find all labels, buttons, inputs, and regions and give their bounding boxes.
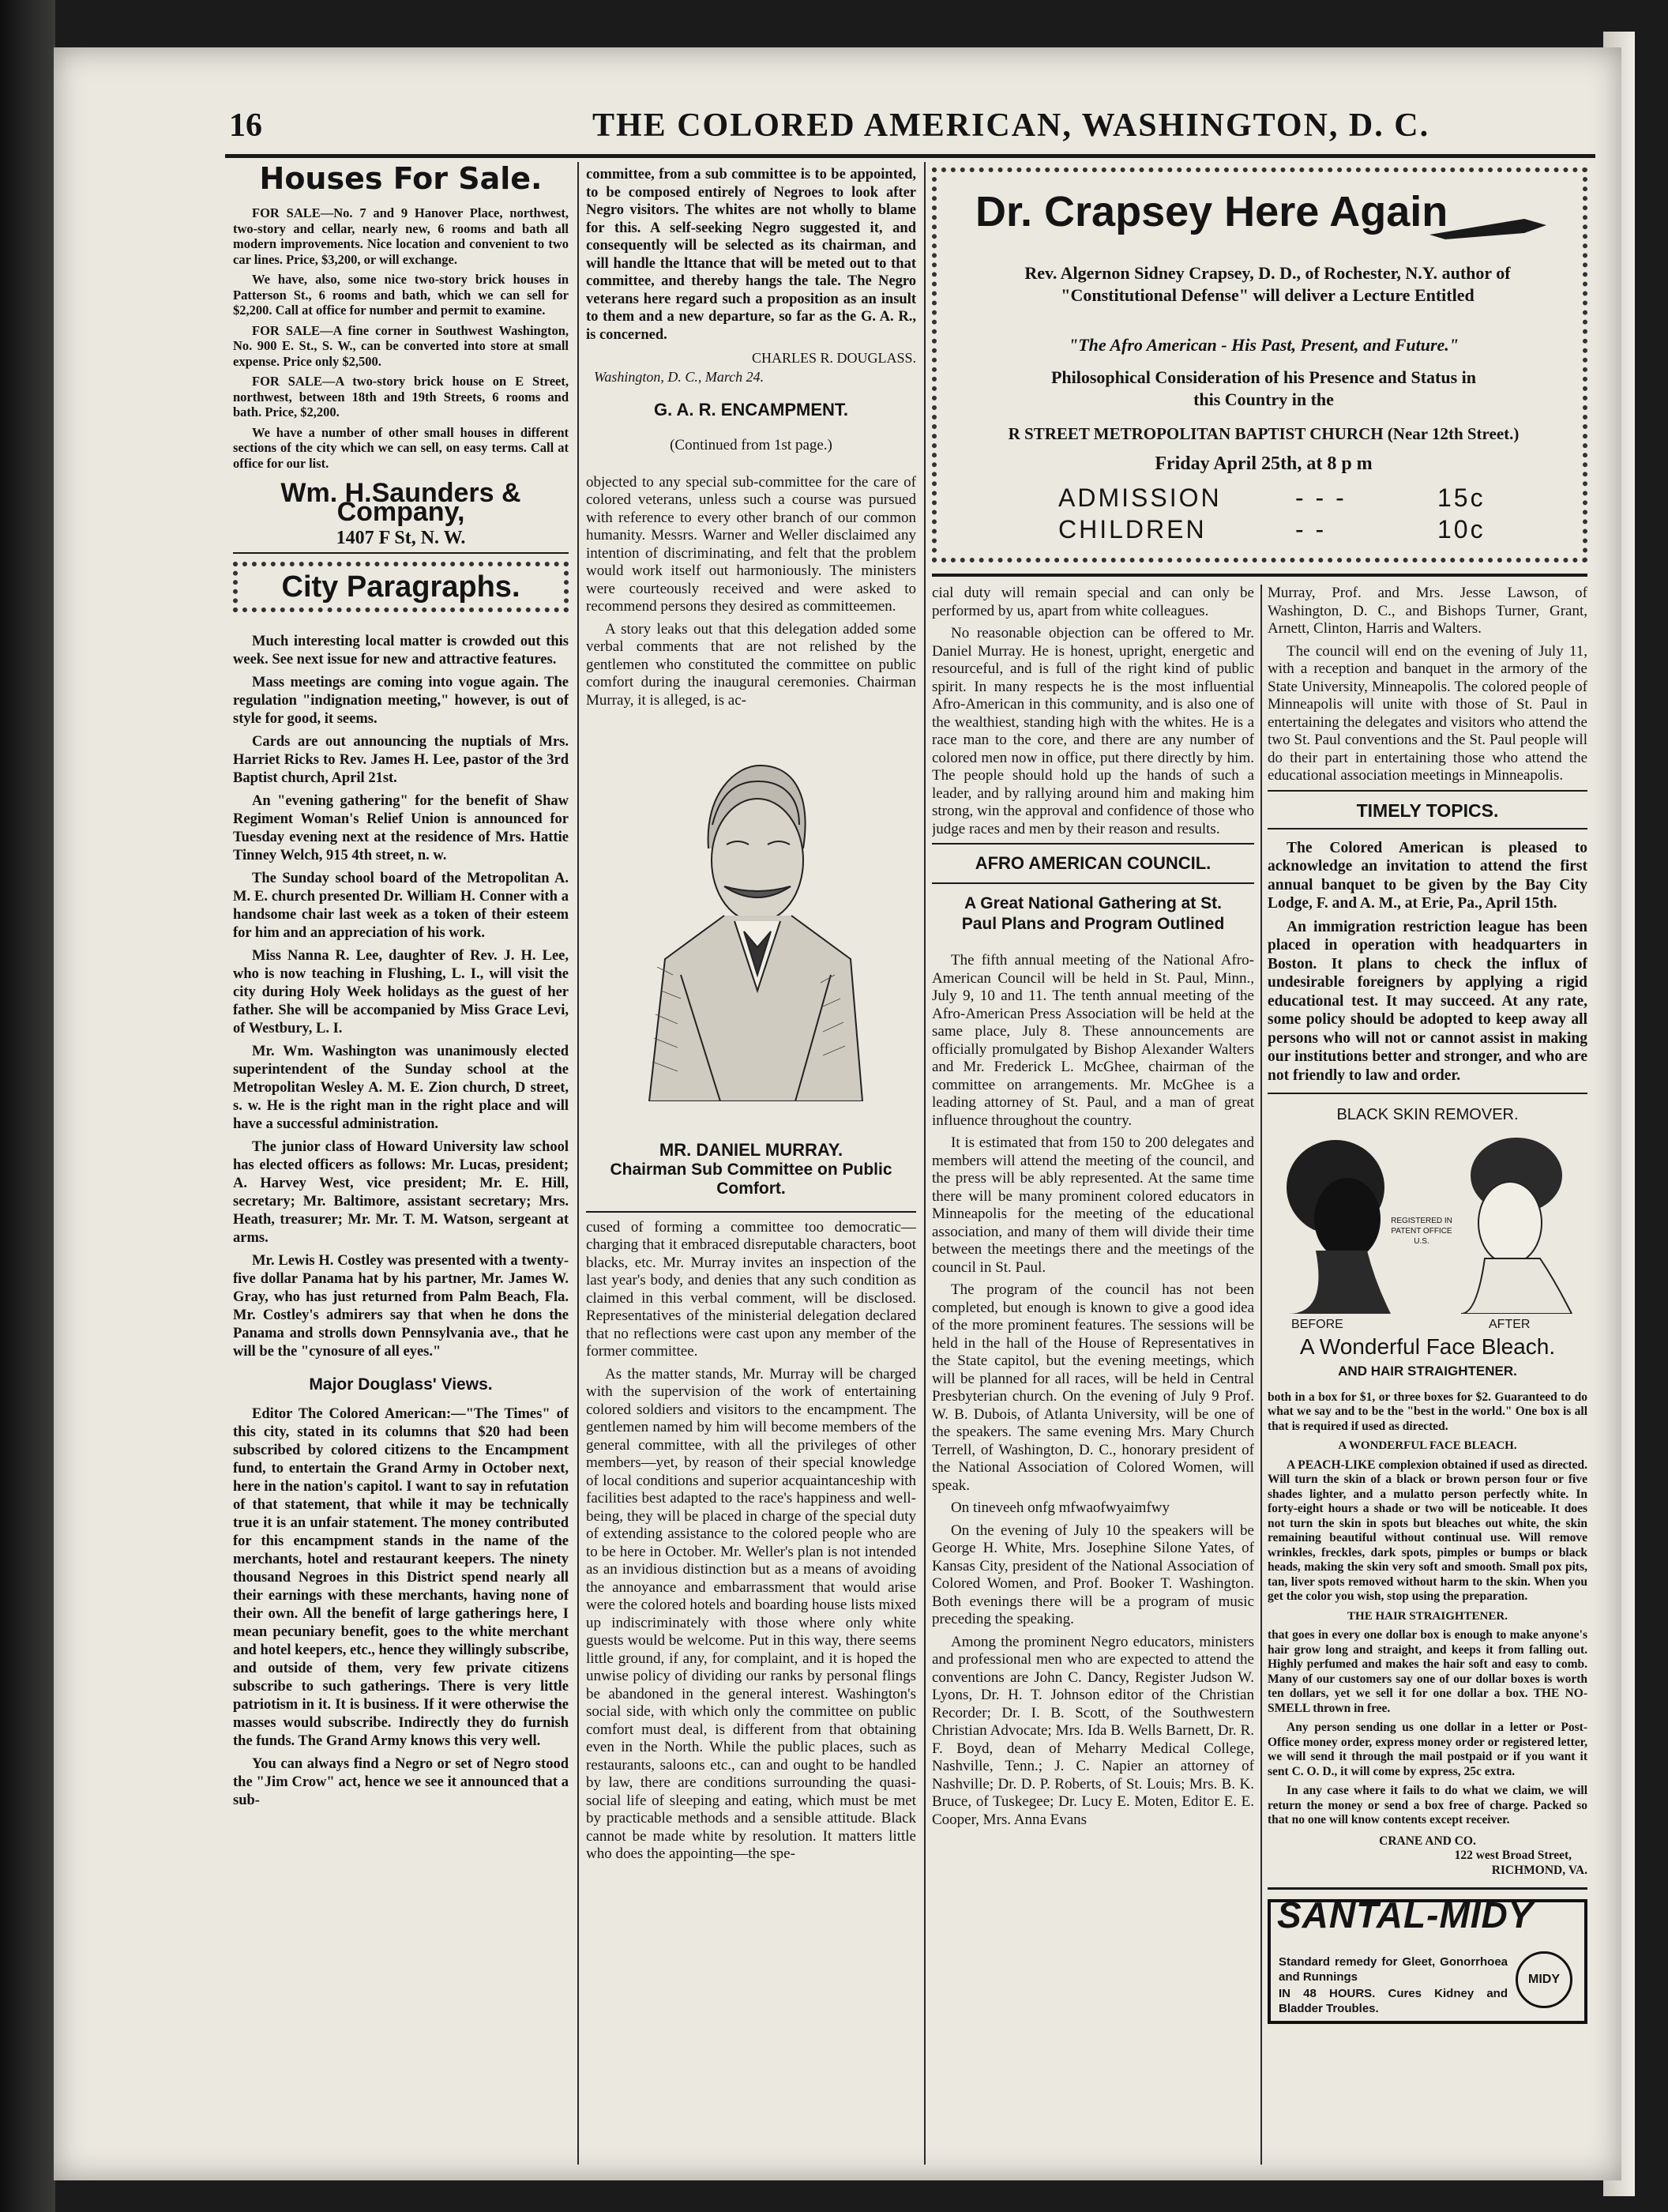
- section-divider: [1268, 1093, 1587, 1094]
- city-paragraphs: [233, 633, 569, 1361]
- section-divider: [233, 552, 569, 554]
- listing-paragraph: FOR SALE—A two-story brick house on E Street, northwest, between 18th and 19th Streets, 6 rooms and bath. Price, $2,200.: [233, 374, 569, 420]
- section-divider: [1268, 1887, 1587, 1890]
- admission-dashes: - - -: [1295, 483, 1347, 512]
- guarantee-text: In any case where it fails to do what we claim, we will return the money or send a box free of charge. Packed so that no one will know contents except receiver.: [1268, 1784, 1587, 1827]
- article-paragraph: Murray, Prof. and Mrs. Jesse Lawson, of Washington, D. C., and Bishops Turner, Grant, Arnett, Clinton, Harris and Walters.: [1268, 585, 1587, 637]
- douglass-views-heading: Major Douglass' Views.: [309, 1375, 493, 1394]
- children-dashes: - -: [1295, 515, 1327, 544]
- section-divider: [932, 882, 1254, 884]
- crapsey-intro: Rev. Algernon Sidney Crapsey, D. D., of Rochester, N.Y. author of "Constitutional Defense" will deliver a Lecture Entitled: [1024, 263, 1511, 305]
- church-location: R STREET METROPOLITAN BAPTIST CHURCH (Near 12th Street.): [1008, 424, 1520, 443]
- children-row: [1058, 515, 1501, 544]
- column-rule-3: [1260, 585, 1262, 2165]
- city-paragraph: Much interesting local matter is crowded out this week. See next issue for new and attractive features.: [233, 634, 569, 668]
- admission-row: [1058, 483, 1501, 513]
- city-paragraph: Mr. Lewis H. Costley was presented with a twenty-five dollar Panama hat by his partner, Mr. James W. Gray, who has just returned from Palm Beach, Fla. Mr. Costley's admirers say that when he dons the Panama and strolls down Pennsylvania ave., that he will be the "cynosure of all eyes.": [233, 1253, 569, 1360]
- lecture-title: "The Afro American - His Past, Present, and Future.": [1068, 335, 1459, 355]
- company-city: RICHMOND, VA.: [1491, 1863, 1587, 1877]
- hair-text: that goes in every one dollar box is enough to make anyone's hair grow long and straight, and keeps it from falling out. Highly perfumed and makes the hair soft and easy to comb. Many of our customers say one of our dollar boxes is worth ten dollars, yet we sell it for one dollar a box. THE NO-SMELL thrown in free.: [1268, 1628, 1587, 1715]
- listing-paragraph: FOR SALE—A fine corner in Southwest Washington, No. 900 E. St., S. W., can be converted into store at small expense. Price only $2,500.: [233, 322, 569, 369]
- city-paragraph: The junior class of Howard University law school has elected officers as follows: Mr. Lucas, president; A. Harvey West, vice president; Mr. E. Hill, secretary; Mr. Baltimore, assistant secretary; Mrs. Heath, treasurer; Mr. Mr. T. M. Watson, sergeant at arms.: [233, 1139, 569, 1247]
- price-line: both in a box for $1, or three boxes for $2. Guaranteed to do what we say and to be the "best in the world." One box is all that is required if used as directed.: [1268, 1390, 1587, 1433]
- saunders-address: 1407 F St, N. W.: [336, 527, 466, 548]
- city-paragraphs-heading: City Paragraphs.: [281, 570, 520, 604]
- article-paragraph: The program of the council has not been completed, but enough is known to give a good idea of the more prominent features. The sessions will be held in the hall of the House of Representatives in the State capitol, but the evening meetings, which will be planned for all races, will be held in Central Presbyterian church. On the evening of July 9 Prof. W. B. Dubois, of Atlanta University, will be one of the speakers. The same evening Mrs. Mary Church Terrell, of Washington, D. C., honorary president of the National Association of Colored Women, will speak.: [932, 1281, 1254, 1494]
- face-bleach-headline: A Wonderful Face Bleach.: [1299, 1334, 1556, 1360]
- company-name: CRANE AND CO.: [1379, 1834, 1476, 1848]
- bleach-heading: A WONDERFUL FACE BLEACH.: [1338, 1439, 1517, 1453]
- council-heading: AFRO AMERICAN COUNCIL.: [975, 853, 1212, 873]
- article-paragraph: As the matter stands, Mr. Murray will be charged with the supervision of the work of entertaining colored soldiers and visitors to the encampment. The gentlemen named by him will become members of the general committee, with all the privileges of other members—yet, by reason of their special knowledge of local conditions and superior acquaintanceship with facilities best adapted to the race's happiness and well-being, they will be placed in charge of the special duty of extending assistance to the colored people who are to be here in October. Mr. Weller's plan is not intended as an invidious distinction but as a means of avoiding the annoyance and embarrassment that would arise were the colored hotels and boarding house lists mixed up indiscriminately with those where only white guests would be welcome. Put in this way, there seems little ground, if any, for complaint, and it is hoped the unwise policy of dividing our ranks by personal flings be abandoned in the general interest. Washington's social side, with which only the committee on public comfort must deal, is different from that obtaining even in the North. While the public places, such as restaurants, saloons etc., can and ought to be handled by law, there are conditions surrounding the quasi-social life of sleeping and eating, which must be met by practicable methods and a sensible attitude. Black cannot be made white by resolution. It matters little who does the appointing—the spe-: [586, 1365, 916, 1863]
- listing-paragraph: We have, also, some nice two-story brick houses in Patterson St., 6 rooms and bath, which we can sell for $2,200. Call at office for number and permit to examine.: [233, 272, 569, 318]
- topic-paragraph: An immigration restriction league has been placed in operation with headquarters in Boston. It plans to check the influx of undesirable foreigners by applying a rigid educational test. It may succeed. At any rate, some policy should be adopted to keep away all persons who will not or cannot assist in making our institutions better and stronger, and who are not friendly to law and order.: [1268, 918, 1587, 1084]
- gar-encampment-heading: G. A. R. ENCAMPMENT.: [653, 400, 849, 420]
- city-paragraph: Mr. Wm. Washington was unanimously elected superintendent of the Sunday school at the Metropolitan Wesley A. M. E. Zion church, D street, s. w. He is the right man in the right place and will have a successful administration.: [233, 1044, 569, 1133]
- douglass-letter-continued: [586, 166, 916, 344]
- before-after-illustration: [1268, 1129, 1587, 1334]
- saunders-company-name: Wm. H.Saunders & Company,: [280, 478, 521, 528]
- lecture-date: Friday April 25th, at 8 p m: [1155, 453, 1373, 474]
- santal-line-2: IN 48 HOURS. Cures Kidney and Bladder Troubles.: [1279, 1987, 1508, 2016]
- column-3: [932, 585, 1254, 2165]
- city-paragraph: Mass meetings are coming into vogue again. The regulation "indignation meeting," however, is out of style for good, it seems.: [233, 675, 569, 728]
- council-article: [932, 952, 1254, 1829]
- council-article-end: [1268, 585, 1587, 785]
- skin-ad-title: BLACK SKIN REMOVER.: [1336, 1106, 1519, 1124]
- newspaper-title: THE COLORED AMERICAN, WASHINGTON, D. C.: [592, 107, 1430, 144]
- article-paragraph: On tineveeh onfg mfwaofwyaimfwy: [951, 1499, 1170, 1517]
- article-paragraph: Among the prominent Negro educators, ministers and professional men who are expected to attend the conventions are John C. Dancy, Register Judson W. Lyons, Dr. H. T. Johnson editor of the Christian Recorder; Dr. I. B. Scott, of the Southwestern Christian Advocate; Mrs. Ida B. Wells Barnett, Dr. R. F. Boyd, dean of Meharry Medical College, Nashville, Tenn.; J. C. Napier an attorney of Nashville; Dr. D. P. Roberts, of St. Louis; Mrs. B. K. Bruce, of Tuskegee; Dr. Lucy E. Moten, Editor E. E. Cooper, Mrs. Anna Evans: [932, 1633, 1254, 1828]
- gar-article-continued: [586, 1219, 916, 1864]
- page-header: [229, 107, 1587, 154]
- article-paragraph: It is estimated that from 150 to 200 delegates and members will attend the meeting of the council, and the press will be ably represented. At the same time there will be many prominent colored educators in Minneapolis for the meeting of the educational association, and many of them will divide their time between the meetings there and the meetings of the council in St. Paul.: [932, 1134, 1254, 1276]
- order-text: Any person sending us one dollar in a letter or Post-Office money order, express money order or registered letter, we will send it through the mail postpaid or if you want it sent C. O. D., it will come by express, 25c extra.: [1268, 1721, 1587, 1778]
- caption-rule: [586, 1211, 916, 1213]
- city-paragraph: Miss Nanna R. Lee, daughter of Rev. J. H. Lee, who is now teaching in Flushing, L. I., will visit the city during Holy Week holidays as the guest of her father. She will be accompanied by Miss Grace Levi, of Westbury, L. I.: [233, 948, 569, 1037]
- article-paragraph: objected to any special sub-committee for the care of colored veterans, unless such a course was pursued with reference to every other branch of our common humanity. Messrs. Warner and Weller disclaimed any intention of discriminating, and felt that the problem would work itself out harmoniously. The ministers were courteously received and were asked to recommend persons they desired as committeemen.: [586, 473, 916, 615]
- column-1: [233, 166, 569, 2169]
- timely-topics: [1268, 839, 1587, 1085]
- listing-paragraph: We have a number of other small houses in different sections of the city which we can sell, on easy terms. Call at office for our list.: [233, 424, 569, 471]
- portrait-name: MR. DANIEL MURRAY.: [659, 1140, 843, 1161]
- section-divider: [932, 843, 1254, 845]
- header-rule: [225, 154, 1595, 158]
- topic-paragraph: The Colored American is pleased to acknowledge an invitation to attend the first annual banquet to be given by the Bay City Lodge, F. and A. M., at Erie, Pa., April 15th.: [1268, 839, 1587, 912]
- skin-remover-ad: [1268, 1105, 1587, 1878]
- skin-ad-body: [1268, 1390, 1587, 1879]
- article-paragraph: The council will end on the evening of July 11, with a reception and banquet in the armory of the State University, Minneapolis. The colored people of Minneapolis will unite with those of St. Paul in entertaining the delegates and visitors who attend the two St. Paul conventions and the St. Paul people will do their part in entertaining those who attend the educational association meetings in Minneapolis.: [1268, 642, 1587, 784]
- midy-badge: MIDY: [1516, 1951, 1572, 2008]
- children-label: CHILDREN: [1058, 515, 1207, 544]
- santal-midy-ad: [1268, 1894, 1587, 2024]
- city-paragraph: An "evening gathering" for the benefit of Shaw Regiment Woman's Relief Union is announced for Tuesday evening next at the residence of Mrs. Hattie Tinney Welch, 915 4th street, n. w.: [233, 793, 569, 864]
- crapsey-subtitle: Philosophical Consideration of his Presence and Status in this Country in the: [1050, 367, 1477, 409]
- city-paragraph: Cards are out announcing the nuptials of Mrs. Harriet Ricks to Rev. James H. Lee, pastor of the 3rd Baptist church, April 21st.: [233, 734, 569, 787]
- gar-article-end: [932, 585, 1254, 838]
- after-label: AFTER: [1489, 1318, 1531, 1332]
- column-rule-2: [924, 162, 926, 2165]
- article-paragraph: A story leaks out that this delegation added some verbal comments that are not relished by the gentlemen who constituted the committee on public comfort during the inaugural ceremonies. Chairman Murray, it is alleged, is ac-: [586, 620, 916, 709]
- city-paragraphs-banner: [233, 562, 569, 612]
- daniel-murray-portrait: [633, 738, 870, 1101]
- column-4: [1268, 585, 1587, 2165]
- book-binding: [0, 0, 55, 2212]
- article-paragraph: On the evening of July 10 the speakers will be George H. White, Mrs. Josephine Silone Yates, of Kansas City, president of the National Association of Colored Women, and Prof. Booker T. Washington. Both evenings there will be a program of music preceding the speaking.: [932, 1522, 1254, 1628]
- listing-paragraph: FOR SALE—No. 7 and 9 Hanover Place, northwest, two-story and cellar, nearly new, 6 rooms and bath all modern improvements. Nice location and convenient to two car lines. Price, $3,200, or will exchange.: [233, 205, 569, 267]
- letter-signature: CHARLES R. DOUGLASS.: [751, 350, 916, 366]
- letter-paragraph: Editor The Colored American:—"The Times" of this city, stated in its columns that $20 had been subscribed by colored citizens to the Encampment fund, to entertain the Grand Army in October next, here in the nation's capitol. I want to say in refutation of that statement, that while it may be technically true it is an unfair statement. The money contributed for this encampment stands in the name of the merchants, hotel and restaurant keepers. The ninety thousand Negroes in this District spend nearly all their earnings with these merchants, having none of their own. All the benefit of large gatherings here, I mean pecuniary benefit, goes to the white merchant and hotel keepers, etc., hence they willingly subscribe, and outside of them, very few private citizens subscribe to such gatherings. There is very little patriotism in it. It is business. If it were otherwise the masses would subscribe. Indirectly they do furnish the funds. The Grand Army knows this very well.: [233, 1406, 569, 1750]
- hair-straightener-sub: AND HAIR STRAIGHTENER.: [1338, 1363, 1517, 1379]
- crapsey-heading: Dr. Crapsey Here Again: [975, 188, 1448, 235]
- patent-registered-note: REGISTERED IN PATENT OFFICE U.S.: [1391, 1217, 1452, 1247]
- letter-paragraph: You can always find a Negro or set of Negro stood the "Jim Crow" act, hence we see it announced that a sub-: [233, 1756, 569, 1809]
- council-subhead: A Great National Gathering at St. Paul Plans and Program Outlined: [961, 894, 1225, 934]
- article-paragraph: cial duty will remain special and can only be performed by us, apart from white colleagues.: [932, 585, 1254, 619]
- section-divider: [1268, 790, 1587, 792]
- bleach-text: A PEACH-LIKE complexion obtained if used as directed. Will turn the skin of a black or brown person four or five shades lighter, and a mulatto person perfectly white. In forty-eight hours a shade or two will be noticeable. It does not turn the skin in spots but bleaches out white, the skin remaining beautiful without continual use. Will remove wrinkles, freckles, dark spots, pimples or bumps or black heads, making the skin very soft and smooth. Small pox pits, tan, liver spots removed without harm to the skin. When you get the color you wish, stop using the preparation.: [1268, 1458, 1587, 1604]
- column-rule-1: [577, 162, 579, 2165]
- children-price: 10c: [1437, 515, 1486, 544]
- santal-line-1: Standard remedy for Gleet, Gonorrhoea and Runnings: [1279, 1955, 1508, 1984]
- crapsey-lecture-ad: [932, 167, 1587, 570]
- hair-heading: THE HAIR STRAIGHTENER.: [1347, 1609, 1508, 1623]
- timely-topics-heading: TIMELY TOPICS.: [1356, 799, 1499, 821]
- gar-article: [586, 474, 916, 710]
- article-paragraph: No reasonable objection can be offered to Mr. Daniel Murray. He is honest, upright, energetic and resourceful, and is full of the right kind of public spirit. In many respects he is the most influential Afro-American in this community, and is also one of the wealthiest, standing high with the whites. He is a race man to the core, and there are any number of colored men now in office, put there directly by him. The people should hold up the hands of such a leader, and by rallying around him and making him strong, win the approval and confidence of those who judge races and men by their reason and results.: [932, 625, 1254, 837]
- admission-price: 15c: [1437, 483, 1486, 512]
- admission-label: ADMISSION: [1058, 483, 1222, 512]
- section-divider: [1268, 828, 1587, 830]
- portrait-area: [586, 714, 916, 1141]
- article-paragraph: The fifth annual meeting of the National Afro-American Council will be held in St. Paul, Minn., July 9, 10 and 11. The tenth annual meeting of the Afro-American Press Association will be held at the same place, July 8. These announcements are officially promulgated by Bishop Alexander Walters and Mr. Frederick L. McGhee, chairman of the committee on arrangements. Mr. McGhee is a leading attorney of St. Paul, and a man of great influence throughout the country.: [932, 952, 1254, 1129]
- continued-note: (Continued from 1st page.): [670, 436, 832, 453]
- article-paragraph: cused of forming a committee too democratic—charging that it embraced disreputable characters, boot blacks, etc. Mr. Murray invites an inspection of the last year's body, and denies that any such condition as claimed in this verbal comment, will be disclosed. Representatives of the ministerial delegation declared that no reflections were cast upon any member of the former committee.: [586, 1218, 916, 1360]
- company-address: 122 west Broad Street,: [1454, 1849, 1572, 1863]
- ad-bottom-rule: [932, 574, 1587, 577]
- portrait-caption: Chairman Sub Committee on Public Comfort.: [610, 1160, 892, 1198]
- letter-dateline: Washington, D. C., March 24.: [594, 369, 764, 386]
- column-2: [586, 166, 916, 2169]
- douglass-letter: [233, 1405, 569, 1810]
- santal-midy-name: SANTAL-MIDY: [1277, 1894, 1534, 1936]
- pointing-hand-icon: [1429, 211, 1548, 243]
- before-portrait: [1272, 1132, 1399, 1314]
- letter-paragraph: committee, from a sub committee is to be appointed, to be composed entirely of Negroes to look after Negro visitors. The whites are not wholly to blame for this. A self-seeking Negro suggested it, and consequently will be selected as its chairman, and will handle the lttance that will be meted out to that committee, and thereby hangs the tale. The Negro veterans here regard such a proposition as an insult to them and a new departure, so far as the G. A. R., is concerned.: [586, 167, 916, 343]
- after-portrait: [1453, 1132, 1580, 1314]
- city-paragraph: The Sunday school board of the Metropolitan A. M. E. church presented Dr. William H. Conner with a handsome chair last week as a token of their esteem for him and an appreciation of his work.: [233, 871, 569, 942]
- before-label: BEFORE: [1291, 1318, 1343, 1332]
- houses-listings: [233, 205, 569, 471]
- houses-for-sale-heading: Houses For Sale.: [259, 166, 543, 196]
- page-number: 16: [229, 107, 262, 144]
